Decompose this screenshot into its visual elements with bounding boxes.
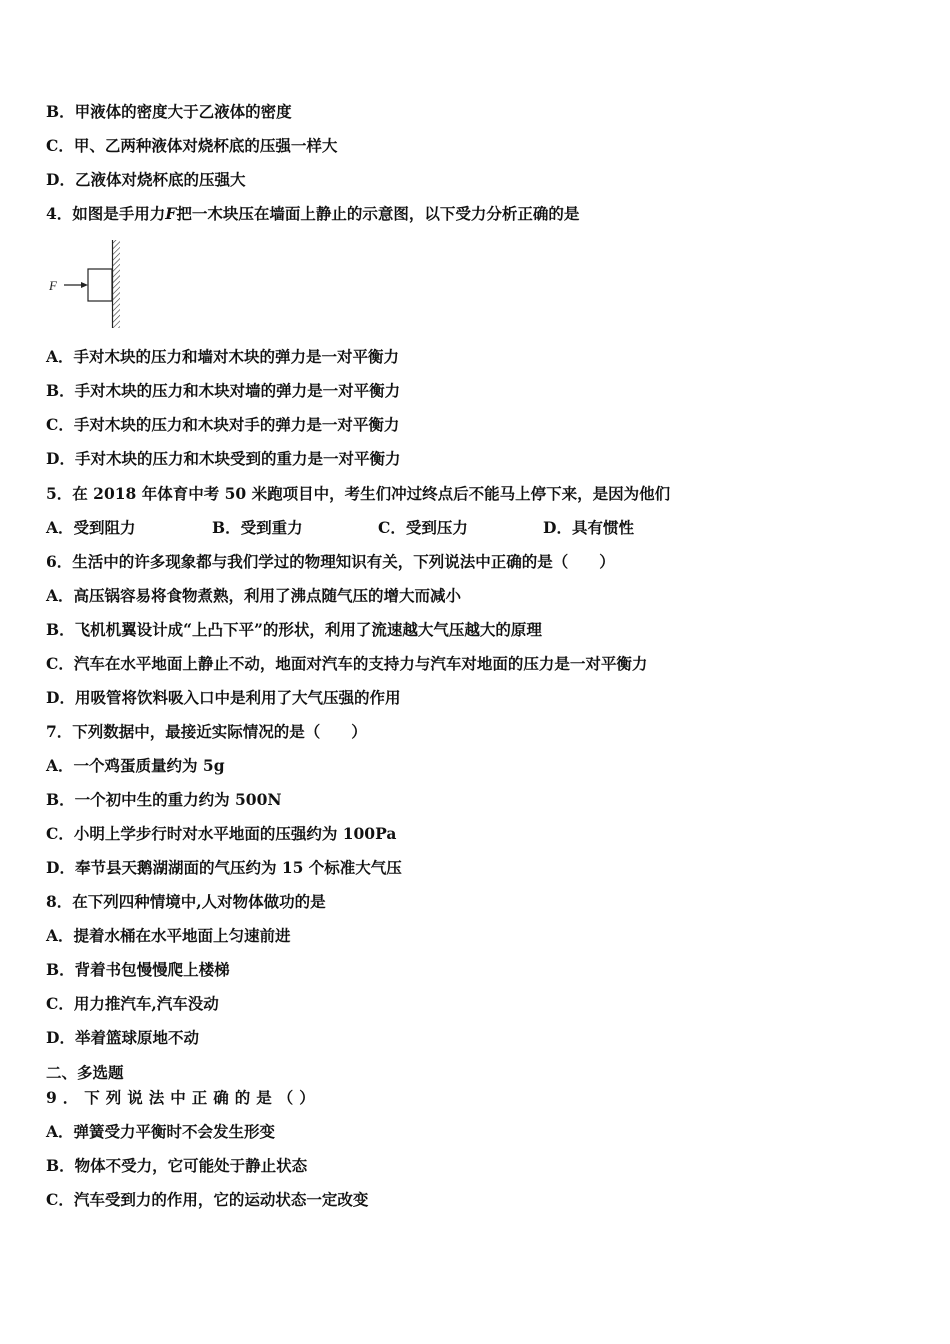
q6-option-c: C．汽车在水平地面上静止不动，地面对汽车的支持力与汽车对地面的压力是一对平衡力	[46, 654, 648, 673]
q6-option-b: B．飞机机翼设计成“上凸下平”的形状，利用了流速越大气压越大的原理	[46, 620, 542, 639]
q5-option-a: A．受到阻力	[46, 518, 136, 537]
q6-option-d: D．用吸管将饮料吸入口中是利用了大气压强的作用	[46, 688, 401, 707]
q8-stem: 8．在下列四种情境中,人对物体做功的是	[46, 892, 326, 911]
q8-option-a: A．提着水桶在水平地面上匀速前进	[46, 926, 291, 945]
wooden-block	[88, 269, 112, 301]
force-label: F	[49, 278, 57, 293]
q9-stem: 9．下列说法中正确的是（）	[46, 1088, 321, 1107]
force-diagram	[44, 238, 134, 332]
q7-option-a: A．一个鸡蛋质量约为 5g	[46, 756, 225, 775]
q9-option-c: C．汽车受到力的作用，它的运动状态一定改变	[46, 1190, 369, 1209]
q4-option-d: D．手对木块的压力和木块受到的重力是一对平衡力	[46, 449, 401, 468]
wall-hatching	[113, 240, 120, 328]
q3-option-b: B．甲液体的密度大于乙液体的密度	[46, 102, 292, 121]
q8-option-d: D．举着篮球原地不动	[46, 1028, 199, 1047]
q6-stem: 6．生活中的许多现象都与我们学过的物理知识有关，下列说法中正确的是（ ）	[46, 552, 615, 571]
q4-stem-start: 4．如图是手用力	[46, 204, 166, 223]
q4-stem-rest: 把一木块压在墙面上静止的示意图，以下受力分析正确的是	[176, 204, 580, 223]
q3-option-d: D．乙液体对烧杯底的压强大	[46, 170, 246, 189]
q4-option-a: A．手对木块的压力和墙对木块的弹力是一对平衡力	[46, 347, 400, 366]
q5-stem: 5．在 2018 年体育中考 50 米跑项目中，考生们冲过终点后不能马上停下来，是因为他们	[46, 484, 671, 503]
q9-option-b: B．物体不受力，它可能处于静止状态	[46, 1156, 308, 1175]
q4-stem	[46, 204, 579, 224]
q7-option-c: C．小明上学步行时对水平地面的压强约为 100Pa	[46, 824, 397, 843]
q7-option-d: D．奉节县天鹅湖湖面的气压约为 15 个标准大气压	[46, 858, 402, 877]
q9-option-a: A．弹簧受力平衡时不会发生形变	[46, 1122, 276, 1141]
q8-option-c: C．用力推汽车,汽车没动	[46, 994, 219, 1013]
q5-option-b: B．受到重力	[212, 518, 303, 537]
q6-option-a: A．高压锅容易将食物煮熟，利用了沸点随气压的增大而减小	[46, 586, 462, 605]
force-diagram-svg	[44, 238, 134, 332]
q5-option-d: D．具有惯性	[543, 518, 634, 537]
q3-option-c: C．甲、乙两种液体对烧杯底的压强一样大	[46, 136, 338, 155]
q4-option-b: B．手对木块的压力和木块对墙的弹力是一对平衡力	[46, 381, 401, 400]
q7-stem: 7．下列数据中，最接近实际情况的是（ ）	[46, 722, 367, 741]
q5-option-c: C．受到压力	[378, 518, 468, 537]
q4-option-c: C．手对木块的压力和木块对手的弹力是一对平衡力	[46, 415, 400, 434]
q7-option-b: B．一个初中生的重力约为 500N	[46, 790, 282, 809]
force-arrow-head	[81, 282, 88, 288]
q8-option-b: B．背着书包慢慢爬上楼梯	[46, 960, 230, 979]
q4-stem-force-symbol: F	[165, 204, 177, 223]
section-title: 二、多选题	[46, 1063, 124, 1082]
